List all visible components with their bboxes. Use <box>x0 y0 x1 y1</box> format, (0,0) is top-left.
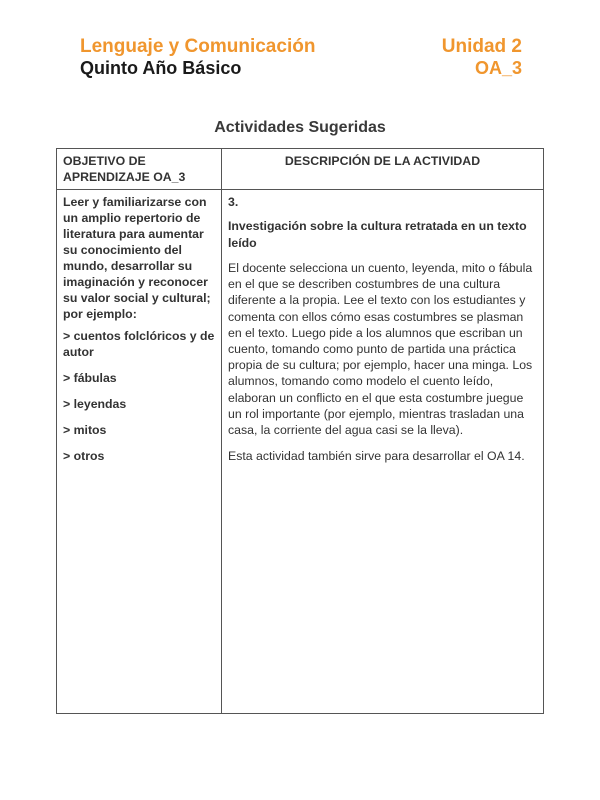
page-header <box>80 36 522 86</box>
objective-cell <box>57 190 222 714</box>
activity-title: Investigación sobre la cultura retratada en un texto leído <box>228 219 527 250</box>
activity-note: Esta actividad también sirve para desarrollar el OA 14. <box>228 449 525 464</box>
activity-description: El docente selecciona un cuento, leyenda, mito o fábula en el que se describen costumbres de una cultura diferente a la propia. Lee el texto con los estudiantes y comenta con ellos cómo esas costumbres se plasman en el texto. Luego pide a los alumnos que escriban un cuento, tomando como punto de partida una práctica propia de su cultura; por ejemplo, hacer una minga. Los alumnos, tomando como modelo el cuento leído, elaboran un conflicto en el que esta costumbre juegue un rol importante (por ejemplo, mientras trasladan una casa, la corriente del agua casi se la lleva). <box>228 261 533 438</box>
objective-text: Leer y familiarizarse con un amplio repertorio de literatura para aumentar su conocimiento del mundo, desarrollar su imaginación y reconocer su valor social y cultural; por ejemplo: <box>63 195 211 321</box>
description-column-header: DESCRIPCIÓN DE LA ACTIVIDAD <box>222 149 544 190</box>
description-cell <box>222 190 544 714</box>
section-title: Actividades Sugeridas <box>214 119 386 136</box>
unit-label: Unidad 2 <box>441 36 522 57</box>
subject-title: Lenguaje y Comunicación <box>80 36 316 57</box>
activity-number: 3. <box>228 195 239 209</box>
table-row <box>57 190 544 714</box>
objective-item: > cuentos folclóricos y de autor <box>63 329 215 359</box>
grade-level: Quinto Año Básico <box>80 58 242 78</box>
objective-item: > mitos <box>63 423 107 437</box>
table-header-row <box>57 149 544 190</box>
objective-column-header: OBJETIVO DE APRENDIZAJE OA_3 <box>57 149 222 190</box>
objective-item: > fábulas <box>63 371 117 385</box>
oa-code-label: OA_3 <box>474 58 522 78</box>
objective-item: > otros <box>63 449 105 463</box>
activity-table <box>56 148 544 714</box>
objective-item: > leyendas <box>63 397 127 411</box>
